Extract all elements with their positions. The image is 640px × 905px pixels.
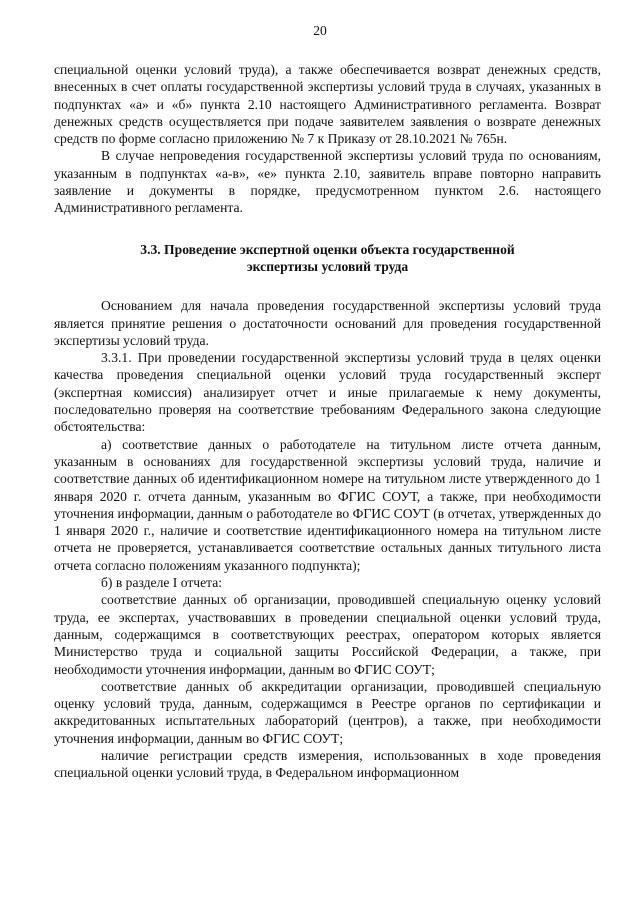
section-heading-line: экспертизы условий труда <box>246 258 409 274</box>
paragraph: Основанием для начала проведения государственной экспертизы условий труда является принятие решения о достаточности оснований для проведения государственной экспертизы условий труда. <box>54 298 601 348</box>
paragraph: соответствие данных об организации, проводившей специальную оценку условий труда, ее экспертах, участвовавших в проведении специальной оценки условий труда, данным, содержащимся в соответствующих реестрах, оператором которых является Министерство труда и социальной защиты Российской Федерации, а также, при необходимости уточнения информации, данным во ФГИС СОУТ; <box>54 592 601 677</box>
document-body <box>54 61 601 782</box>
paragraph: наличие регистрации средств измерения, использованных в ходе проведения специальной оценки условий труда, в Федеральном информационном <box>54 747 601 781</box>
section-heading-line: 3.3. Проведение экспертной оценки объекта государственной <box>140 241 515 257</box>
paragraph: а) соответствие данных о работодателе на титульном листе отчета данным, указанным в основаниях для государственной экспертизы условий труда, наличие и соответствие данных об идентификационном номере на титульном листе утвержденного до 1 января 2020 г. отчета данным, указанным во ФГИС СОУТ, а также, при необходимости уточнения информации, данным о работодателе во ФГИС СОУТ (в отчетах, утвержденных до 1 января 2020 г., наличие и соответствие идентификационного номера на титульном листе отчета не проверяется, устанавливается соответствие остальных данных титульного листа отчета согласно положениям указанного подпункта); <box>54 436 601 573</box>
paragraph: специальной оценки условий труда), а также обеспечивается возврат денежных средств, внесенных в счет оплаты государственной экспертизы условий труда в случаях, указанных в подпунктах «а» и «б» пункта 2.10 настоящего Административного регламента. Возврат денежных средств осуществляется при подаче заявителем заявления о возврате денежных средств по форме согласно приложению № 7 к Приказу от 28.10.2021 № 765н. <box>54 62 601 147</box>
paragraph: В случае непроведения государственной экспертизы условий труда по основаниям, указанным в подпунктах «а-в», «е» пункта 2.10, заявитель вправе повторно направить заявление и документы в порядке, предусмотренном пунктом 2.6. настоящего Административного регламента. <box>54 148 601 216</box>
page-number: 20 <box>313 23 327 38</box>
paragraph: 3.3.1. При проведении государственной экспертизы условий труда в целях оценки качества проведения специальной оценки условий труда государственный эксперт (экспертная комиссия) анализирует отчет и иные прилагаемые к нему документы, последовательно проверяя на соответствие требованиям Федерального закона следующие обстоятельства: <box>54 350 601 435</box>
section-heading <box>54 241 601 276</box>
paragraph: соответствие данных об аккредитации организации, проводившей специальную оценку условий труда, данным, содержащимся в Реестре органов по сертификации и аккредитованных испытательных лабораторий (центров), а также, при необходимости уточнения информации, данным во ФГИС СОУТ; <box>54 678 601 746</box>
paragraph: б) в разделе I отчета: <box>101 575 223 591</box>
